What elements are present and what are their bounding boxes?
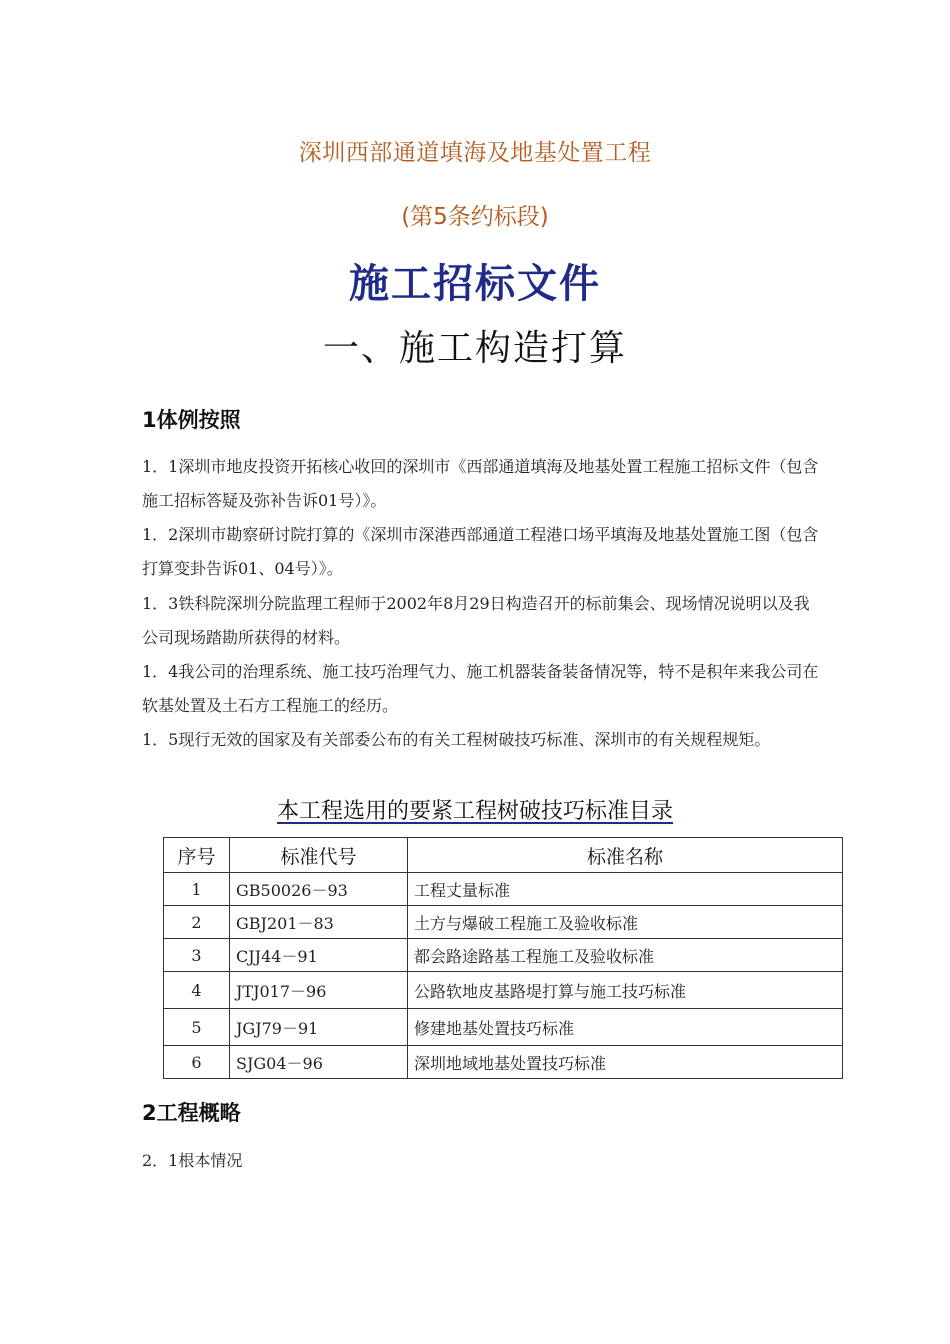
standard-code: GB50026－93 xyxy=(230,873,408,906)
column-header-code: 标准代号 xyxy=(230,838,408,873)
standard-name: 都会路途路基工程施工及验收标准 xyxy=(408,939,843,972)
project-title: 深圳西部通道填海及地基处置工程 xyxy=(298,140,652,166)
section-2-heading: 2工程概略 xyxy=(142,1101,241,1125)
column-header-number: 序号 xyxy=(164,838,230,873)
standard-name: 深圳地域地基处置技巧标准 xyxy=(408,1046,843,1079)
document-title: 施工招标文件 xyxy=(349,261,601,307)
lot-title: (第5条约标段) xyxy=(401,204,549,230)
section-1-item-2: 1．2深圳市勘察研讨院打算的《深圳市深港西部通道工程港口场平填海及地基处置施工图（包含打算变卦告诉01、04号）》。 xyxy=(142,525,819,578)
section-1-heading: 1体例按照 xyxy=(142,408,241,432)
chapter-title: 一、施工构造打算 xyxy=(322,328,627,369)
row-number: 6 xyxy=(164,1046,230,1079)
standard-name: 土方与爆破工程施工及验收标准 xyxy=(408,906,843,939)
section-1-item-4: 1．4我公司的治理系统、施工技巧治理气力、施工机器装备装备情况等，特不是积年来我公司在软基处置及土石方工程施工的经历。 xyxy=(142,662,819,715)
section-1-item-5: 1．5现行无效的国家及有关部委公布的有关工程树破技巧标准、深圳市的有关规程规矩。 xyxy=(142,730,771,749)
standard-code: SJG04－96 xyxy=(230,1046,408,1079)
table-row xyxy=(164,939,843,972)
column-header-name: 标准名称 xyxy=(408,838,843,873)
row-number: 5 xyxy=(164,1009,230,1046)
standards-table xyxy=(163,837,843,1079)
standard-code: GBJ201－83 xyxy=(230,906,408,939)
standard-name: 公路软地皮基路堤打算与施工技巧标准 xyxy=(408,972,843,1009)
standard-code: JTJ017－96 xyxy=(230,972,408,1009)
table-header-row xyxy=(164,838,843,873)
standard-name: 工程丈量标准 xyxy=(408,873,843,906)
standard-code: JGJ79－91 xyxy=(230,1009,408,1046)
table-row xyxy=(164,1046,843,1079)
table-row xyxy=(164,972,843,1009)
section-2-sub-item: 2．1根本情况 xyxy=(142,1151,243,1170)
table-row xyxy=(164,873,843,906)
table-caption: 本工程选用的要紧工程树破技巧标准目录 xyxy=(276,799,673,824)
row-number: 2 xyxy=(164,906,230,939)
row-number: 3 xyxy=(164,939,230,972)
table-row xyxy=(164,1009,843,1046)
standard-name: 修建地基处置技巧标准 xyxy=(408,1009,843,1046)
section-1-item-3: 1．3铁科院深圳分院监理工程师于2002年8月29日构造召开的标前集会、现场情况说明以及我公司现场踏勘所获得的材料。 xyxy=(142,594,810,647)
row-number: 4 xyxy=(164,972,230,1009)
table-row xyxy=(164,906,843,939)
row-number: 1 xyxy=(164,873,230,906)
standard-code: CJJ44－91 xyxy=(230,939,408,972)
section-1-item-1: 1．1深圳市地皮投资开拓核心收回的深圳市《西部通道填海及地基处置工程施工招标文件（包含施工招标答疑及弥补告诉01号）》。 xyxy=(142,457,819,510)
